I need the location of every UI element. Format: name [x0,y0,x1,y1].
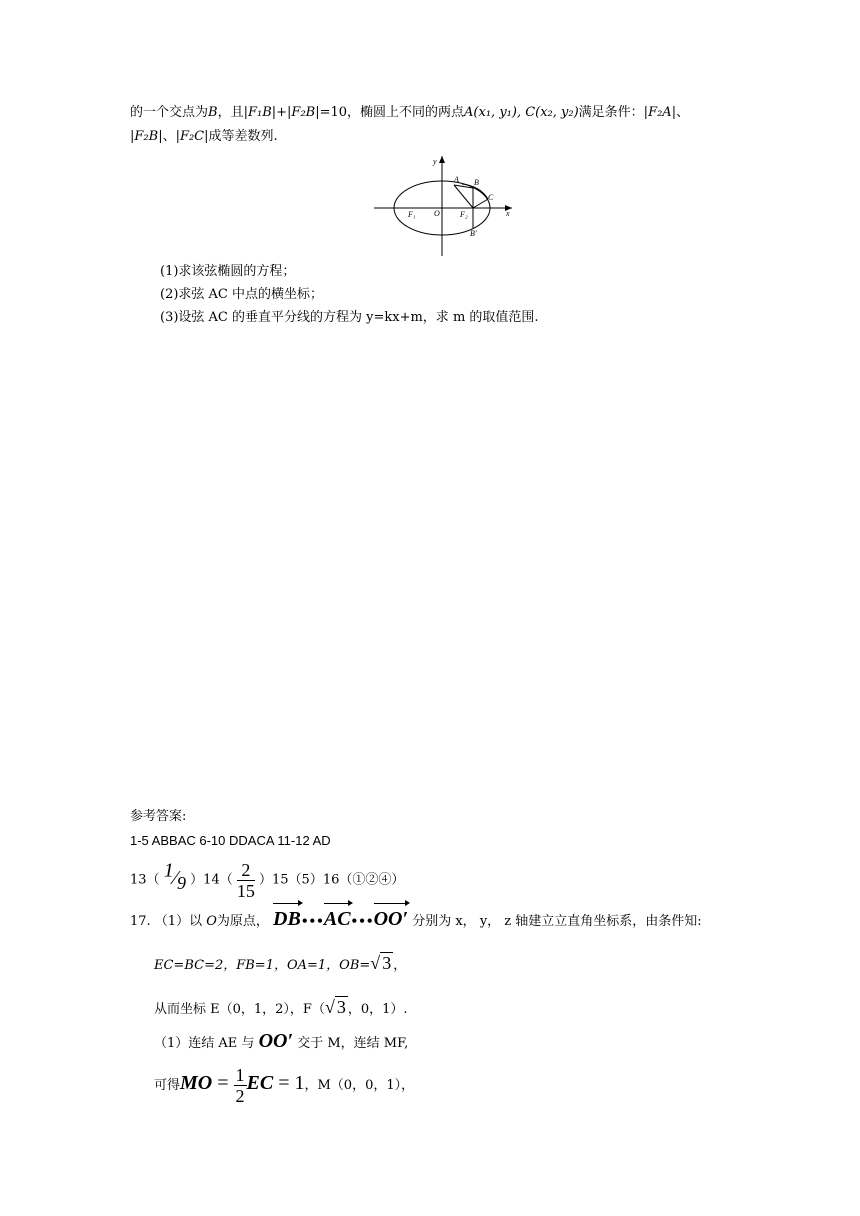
vector-DB: DB [273,904,301,934]
ellipse-figure [372,152,522,262]
fraction-one-ninth: $^1⁄_9$ [163,859,187,893]
text-segment: ）14（ [190,872,233,888]
text-segment: ）15（5）16（①②④） [259,872,405,888]
text-segment: EC=BC=2，FB=1，OA=1，OB= [154,958,371,973]
text-segment: （1）连结 AE 与 [154,1036,255,1051]
text-segment: 从而坐标 E（0，1，2），F（ [154,1002,325,1017]
text-segment: 可得 [154,1078,181,1093]
label-C: C [488,193,494,202]
text-segment: 分别为 x， y， z 轴建立立直角坐标系，由条件知: [412,914,702,929]
text-segment: |=10，椭圆上不同的两点 [315,105,465,120]
segment-EC: EC [246,1072,274,1094]
answers-multiple-choice: 1-5 ABBAC 6-10 DDACA 11-12 AD [130,833,331,848]
label-A: A [454,175,459,184]
question-2: (2)求弦 AC 中点的横坐标； [160,287,324,302]
text-segment: 17. （1）以 [130,914,203,929]
answers-13-16 [130,850,405,901]
segment-F1B: F₁B [247,105,272,120]
label-y: y [433,157,437,166]
problem-line-1 [130,104,689,122]
text-segment: |+| [271,105,292,120]
point-B: B [208,105,218,120]
label-B-prime: B′ [470,229,477,238]
segment-OO-prime: OO′ [258,1030,294,1052]
label-O: O [434,209,440,218]
points-A-C: A(x₁, y₁), C(x₂, y₂) [464,105,579,120]
answer-17-conditions [154,950,406,979]
answer-17-part1 [154,1028,408,1057]
text-segment: |成等差数列. [204,129,278,144]
vector-OO-prime: OO′ [374,904,409,934]
segment-MO: MO [180,1072,213,1094]
text-segment: |、| [158,129,180,144]
answer-17-coordinates [154,994,408,1023]
answers-heading: 参考答案: [130,809,187,824]
sqrt-three: √ 3 [370,953,392,973]
text-segment: ，M（0，0，1）， [304,1078,415,1093]
segment-F2B: F₂B [291,105,316,120]
question-1: (1)求该弦椭圆的方程； [160,264,296,279]
text-segment: 为原点， [216,914,269,929]
text-segment: |、 [671,105,690,120]
text-segment: ，0，1）. [347,1002,408,1017]
answer-17-MO [154,1060,414,1110]
equals-one: = 1 [273,1072,305,1094]
text-segment: 满足条件：| [578,105,649,120]
text-segment: 交于 M，连结 MF, [297,1036,409,1051]
text-segment: ， [393,958,407,973]
text-segment: 13（ [130,872,160,888]
problem-line-2: |F₂B|、|F₂C|成等差数列. [130,129,278,144]
label-B: B [474,178,479,187]
fraction-one-half: $\frac{1}{2}$ [235,1065,245,1106]
segment-F2A: F₂A [648,105,672,120]
text-segment: 的一个交点为 [130,105,209,120]
segment-F2B: F₂B [134,129,159,144]
vector-AC: AC [324,904,351,934]
fraction-two-fifteenths: $\frac{2}{15}$ [236,859,255,901]
answer-17-intro: 17. （1）以 O为原点， DB•••AC•••OO′ 分别为 x， y， z 轴建立立直角坐标系，由条件知: [130,904,702,937]
point-O: O [206,914,217,929]
segment-F2C: F₂C [179,129,205,144]
equals-sign: = [212,1072,234,1094]
label-F1: F₁ [408,210,416,219]
text-segment: ，且| [217,105,248,120]
sqrt-three: √ 3 [324,997,346,1017]
label-x: x [506,209,510,218]
question-3: (3)设弦 AC 的垂直平分线的方程为 y=kx+m，求 m 的取值范围. [160,310,539,325]
label-F2: F₂ [460,210,468,219]
